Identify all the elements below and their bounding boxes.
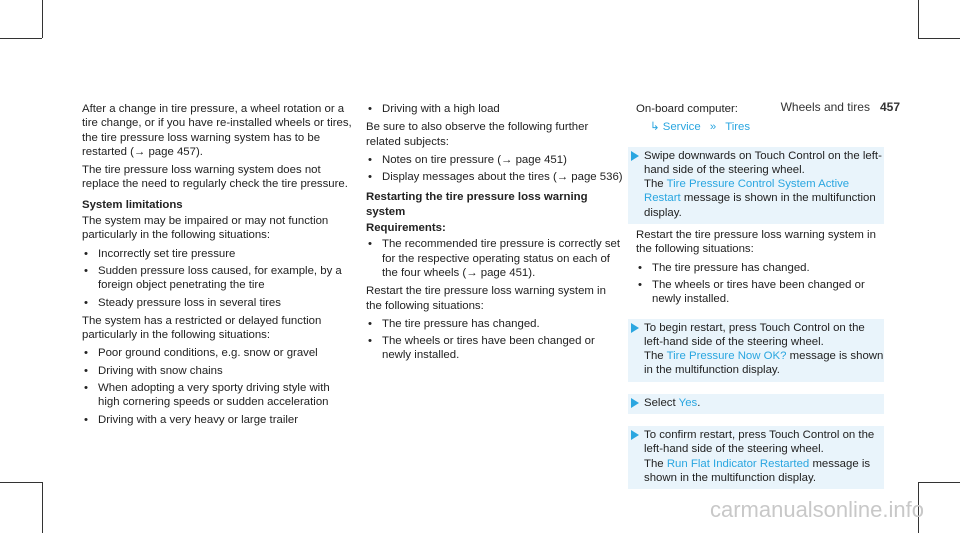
instruction-step xyxy=(628,426,884,489)
play-arrow-icon xyxy=(631,430,639,440)
list-item: • The recommended tire pressure is correctly set for the respective operating status on each of the four wheels (→ page 451). xyxy=(366,237,624,280)
paragraph: The tire pressure loss warning system does not replace the need to regularly check the tire pressure. xyxy=(82,164,348,191)
list-item: • The tire pressure has changed. xyxy=(636,261,884,275)
column-3 xyxy=(636,102,884,493)
step-text: To begin restart, press Touch Control on the left-hand side of the steering wheel. xyxy=(644,321,865,348)
list-item: • Driving with a very heavy or large trailer xyxy=(82,413,352,427)
step-text: message is shown in the multifunction display. xyxy=(644,457,871,484)
paragraph: After a change in tire pressure, a wheel rotation or a tire change, or if you have re-installed wheels or tires, the tire pressure loss warning system has to be restarted (→ page 457). xyxy=(82,103,352,158)
page-number: 457 xyxy=(879,100,900,114)
crop-mark xyxy=(42,0,43,38)
bullet-list xyxy=(366,317,624,363)
crop-mark xyxy=(918,0,919,38)
double-chevron-icon: » xyxy=(709,121,717,134)
step-text: Select xyxy=(644,396,676,409)
list-item: • Notes on tire pressure (→ page 451) xyxy=(366,153,624,167)
bullet-list xyxy=(82,247,352,310)
step-text: The xyxy=(644,350,664,363)
list-item: • The wheels or tires have been changed or newly installed. xyxy=(366,334,624,363)
section-heading: Restarting the tire pressure loss warning system xyxy=(366,191,588,218)
step-text: Swipe downwards on Touch Control on the left-hand side of the steering wheel. xyxy=(644,149,882,176)
list-item: • The wheels or tires have been changed or newly installed. xyxy=(636,278,884,307)
list-item: • Steady pressure loss in several tires xyxy=(82,296,352,310)
list-item: • Incorrectly set tire pressure xyxy=(82,247,352,261)
section-heading: System limitations xyxy=(82,198,183,211)
paragraph: Be sure to also observe the following further related subjects: xyxy=(366,121,589,148)
requirements-heading: Requirements: xyxy=(366,222,446,235)
paragraph: The system has a restricted or delayed function particularly in the following situations: xyxy=(82,314,322,342)
paragraph: Restart the tire pressure loss warning system in the following situations: xyxy=(366,285,606,312)
step-text: The xyxy=(644,178,664,191)
list-item: • Driving with snow chains xyxy=(82,364,352,378)
list-item: • The tire pressure has changed. xyxy=(366,317,624,331)
display-message: Tire Pressure Now OK? xyxy=(666,350,787,363)
menu-item-tires: Tires xyxy=(725,121,751,134)
bullet-list xyxy=(636,261,884,307)
play-arrow-icon xyxy=(631,398,639,408)
section-title: Wheels and tires xyxy=(780,100,870,114)
list-item: • Poor ground conditions, e.g. snow or gravel xyxy=(82,346,352,360)
return-arrow-icon: ↳ xyxy=(650,121,660,134)
paragraph: On-board computer: xyxy=(636,103,738,115)
display-message: Yes xyxy=(678,396,698,409)
paragraph: The system may be impaired or may not function particularly in the following situations: xyxy=(82,215,329,242)
list-item: • When adopting a very sporty driving style with high cornering speeds or sudden acceleration xyxy=(82,381,352,410)
crop-mark xyxy=(918,38,960,39)
display-message: Run Flat Indicator Restarted xyxy=(666,457,810,470)
menu-path xyxy=(650,120,884,134)
crop-mark xyxy=(42,482,43,533)
bullet-list xyxy=(366,237,624,280)
play-arrow-icon xyxy=(631,323,639,333)
instruction-step xyxy=(628,394,884,414)
crop-mark xyxy=(0,482,42,483)
crop-mark xyxy=(918,482,960,483)
watermark: carmanualsonline.info xyxy=(709,497,924,522)
display-message: Tire Pressure Control System Active Restart xyxy=(644,178,850,205)
list-item: • Sudden pressure loss caused, for example, by a foreign object penetrating the tire xyxy=(82,264,352,293)
bullet-list xyxy=(366,102,624,116)
list-item: • Driving with a high load xyxy=(366,102,624,116)
step-text: The xyxy=(644,457,664,470)
menu-item-service: Service xyxy=(662,121,701,134)
step-text: message is shown in the multifunction display. xyxy=(644,192,876,219)
bullet-list xyxy=(82,346,352,426)
column-2 xyxy=(366,102,624,367)
step-text: . xyxy=(697,396,701,409)
step-text: To confirm restart, press Touch Control on the left-hand side of the steering wheel. xyxy=(644,429,875,456)
list-item: • Display messages about the tires (→ page 536) xyxy=(366,170,624,184)
column-1 xyxy=(82,102,352,431)
step-text: message is shown in the multifunction display. xyxy=(644,350,884,377)
bullet-list xyxy=(366,153,624,185)
play-arrow-icon xyxy=(631,151,639,161)
paragraph: Restart the tire pressure loss warning system in the following situations: xyxy=(636,229,876,256)
instruction-step xyxy=(628,147,884,224)
instruction-step xyxy=(628,319,884,382)
crop-mark xyxy=(0,38,42,39)
